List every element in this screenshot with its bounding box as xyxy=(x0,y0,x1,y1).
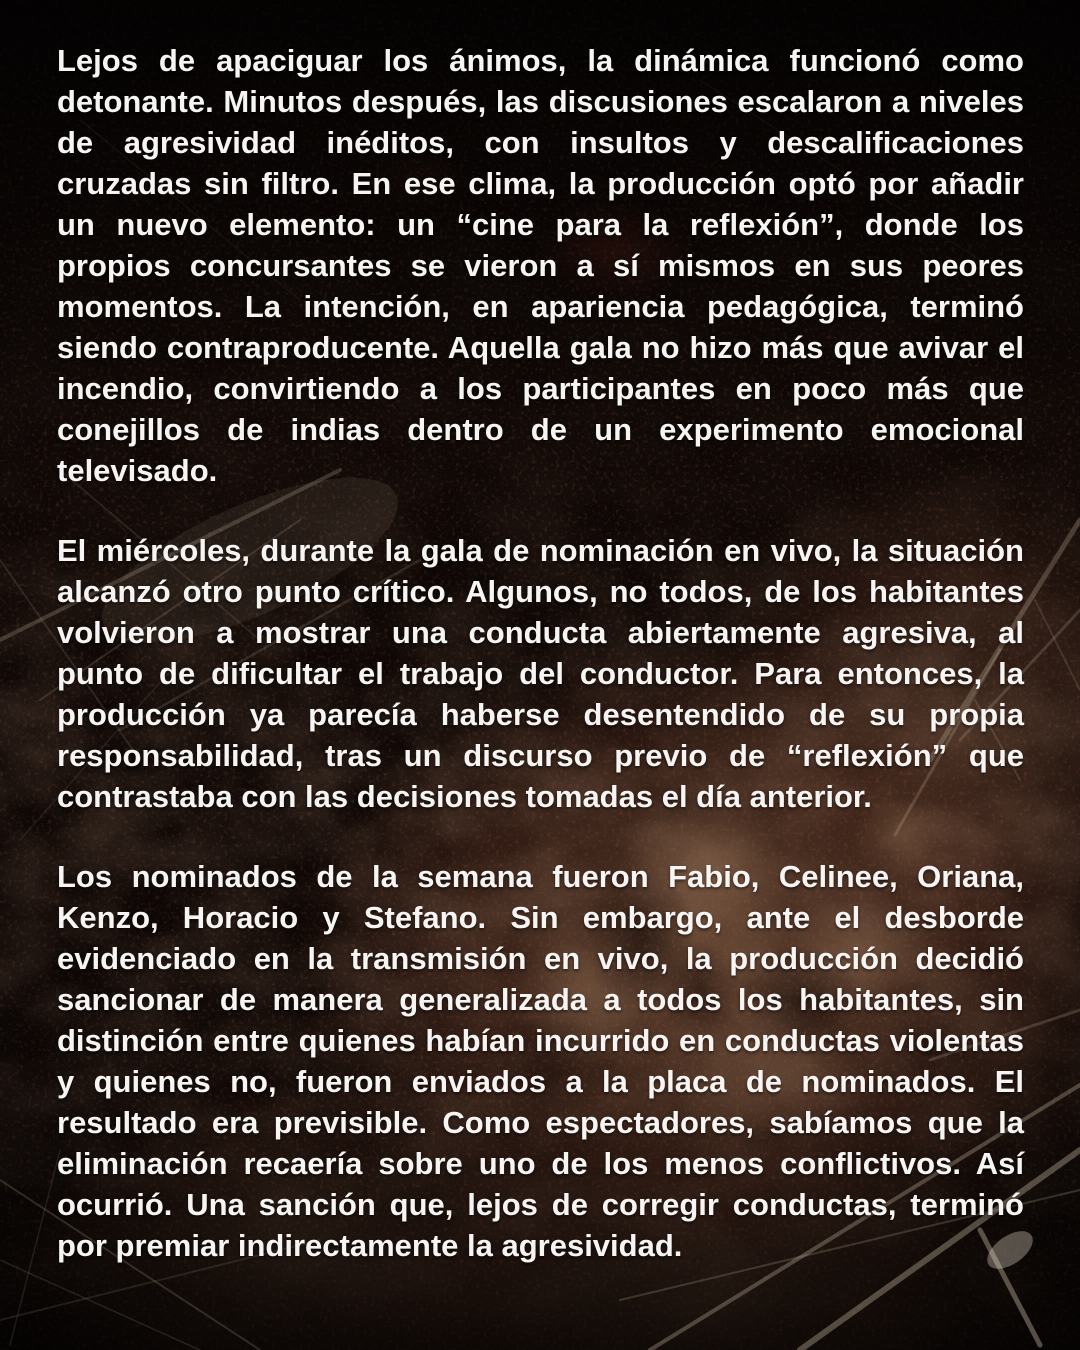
paragraph-3: Los nominados de la semana fueron Fabio, Celinee, Oriana, Kenzo, Horacio y Stefano. Sin embargo, ante el desborde evidenciado en la transmisión en vivo, la producción decidió sancionar de manera generalizada a todos los habitantes, sin distinción entre quienes habían incurrido en conductas violentas y quienes no, fueron enviados a la placa de nominados. El resultado era previsible. Como espectadores, sabíamos que la eliminación recaería sobre uno de los menos conflictivos. Así ocurrió. Una sanción que, lejos de corregir conductas, terminó por premiar indirectamente la agresividad. xyxy=(57,859,1024,1263)
paragraph-2: El miércoles, durante la gala de nominación en vivo, la situación alcanzó otro punto crítico. Algunos, no todos, de los habitantes volvieron a mostrar una conducta abiertamente agresiva, al punto de dificultar el trabajo del conductor. Para entonces, la producción ya parecía haberse desentendido de su propia responsabilidad, tras un discurso previo de “reflexión” que contrastaba con las decisiones tomadas el día anterior. xyxy=(57,533,1024,814)
paragraph-1: Lejos de apaciguar los ánimos, la dinámica funcionó como detonante. Minutos después, las discusiones escalaron a niveles de agresividad inéditos, con insultos y descalificaciones cruzadas sin filtro. En ese clima, la producción optó por añadir un nuevo elemento: un “cine para la reflexión”, donde los propios concursantes se vieron a sí mismos en sus peores momentos. La intención, en apariencia pedagógica, terminó siendo contraproducente. Aquella gala no hizo más que avivar el incendio, convirtiendo a los participantes en poco más que conejillos de indias dentro de un experimento emocional televisado. xyxy=(57,43,1024,488)
article-text xyxy=(57,40,1024,1266)
